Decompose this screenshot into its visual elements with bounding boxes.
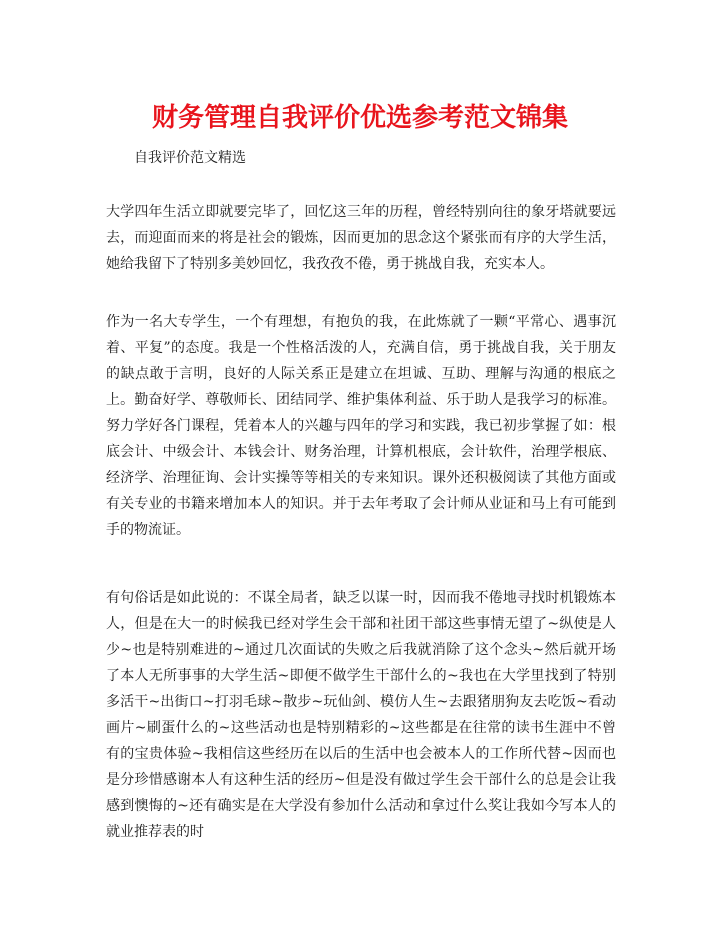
document-subtitle: 自我评价范文精选 bbox=[134, 150, 246, 166]
body-paragraph-1: 大学四年生活立即就要完毕了，回忆这三年的历程，曾经特别向往的象牙塔就要远去，而迎面而来的将是社会的锻炼，因而更加的思念这个紧张而有序的大学生活，她给我留下了特别多美妙回忆，我孜孜不倦，勇于挑战自我，充实本人。 bbox=[106, 204, 616, 272]
body-paragraph-3: 有句俗话是如此说的：不谋全局者，缺乏以谋一时，因而我不倦地寻找时机锻炼本人，但是在大一的时候我已经对学生会干部和社团干部这些事情无望了~纵使是人少~也是特别难进的~通过几次面试的失败之后我就消除了这个念头~然后就开场了本人无所事事的大学生活~即便不做学生干部什么的~我也在大学里找到了特别多活干~出街口~打羽毛球~散步~玩仙剑、模仿人生~去跟猪朋狗友去吃饭~看动画片~刷蛋什么的~这些活动也是特别精彩的~这些都是在往常的读书生涯中不曾有的宝贵体验~我相信这些经历在以后的生活中也会被本人的工作所代替~因而也是分珍惜感谢本人有这种生活的经历~但是没有做过学生会干部什么的总是会让我感到懊悔的~还有确实是在大学没有参加什么活动和拿过什么奖让我如今写本人的就业推荐表的时 bbox=[106, 590, 616, 840]
document-title: 财务管理自我评价优选参考范文锦集 bbox=[151, 103, 568, 133]
body-paragraph-2: 作为一名大专学生，一个有理想，有抱负的我，在此炼就了一颗“平常心、遇事沉着、平复”的态度。我是一个性格活泼的人，充满自信，勇于挑战自我，关于朋友的缺点敢于言明，良好的人际关系正是建立在坦诚、互助、理解与沟通的根底之上。勤奋好学、尊敬师长、团结同学、维护集体利益、乐于助人是我学习的标准。努力学好各门课程，凭着本人的兴趣与四年的学习和实践，我已初步掌握了如：根底会计、中级会计、本钱会计、财务治理，计算机根底，会计软件，治理学根底、经济学、治理征询、会计实操等等相关的专来知识。课外还积极阅读了其他方面或有关专业的书籍来增加本人的知识。并于去年考取了会计师从业证和马上有可能到手的物流证。 bbox=[106, 314, 616, 538]
